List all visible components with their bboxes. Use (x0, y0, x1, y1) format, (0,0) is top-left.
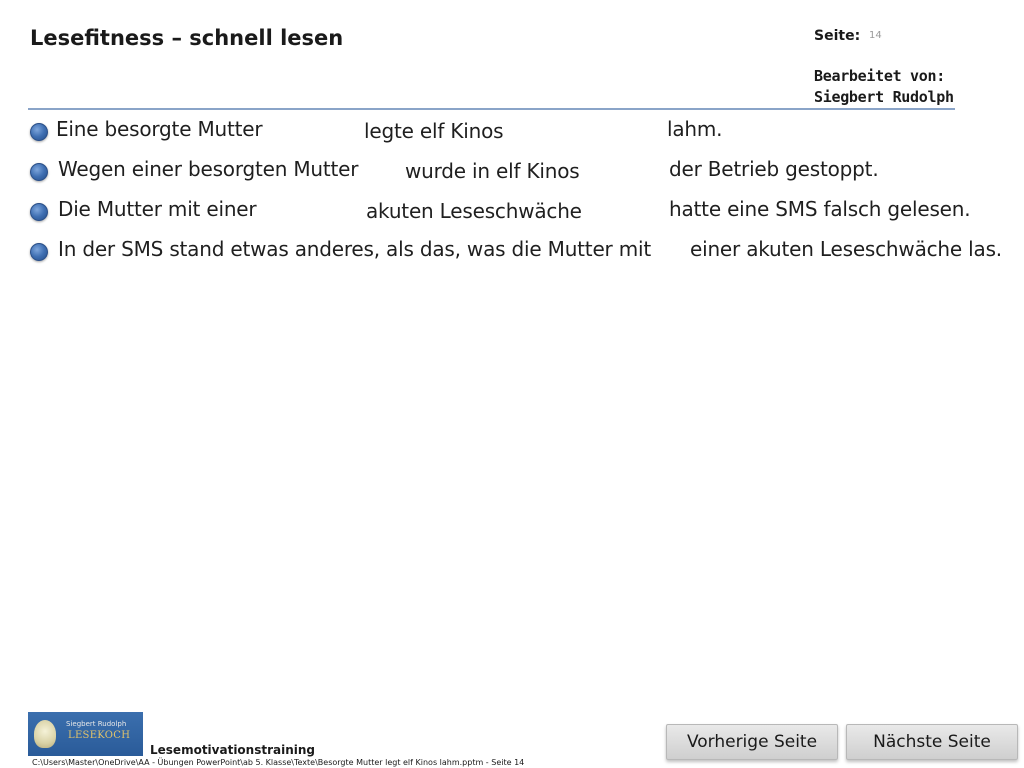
line-segment: lahm. (667, 117, 723, 141)
page-number: 14 (869, 30, 882, 41)
text-line-2 (0, 157, 1024, 185)
bullet-icon[interactable] (30, 243, 48, 261)
leseroch-logo (28, 712, 143, 756)
lightbulb-icon (34, 720, 56, 748)
logo-author: Siegbert Rudolph (66, 720, 127, 728)
footer-file-path: C:\Users\Master\OneDrive\AA - Übungen PowerPoint\ab 5. Klasse\Texte\Besorgte Mutter legt elf Kinos lahm.pptm - Seite 14 (32, 758, 525, 767)
line-segment: Eine besorgte Mutter (56, 117, 263, 141)
previous-page-button[interactable]: Vorherige Seite (666, 724, 838, 760)
line-segment: hatte eine SMS falsch gelesen. (669, 197, 971, 221)
text-line-3 (0, 197, 1024, 225)
next-page-button[interactable]: Nächste Seite (846, 724, 1018, 760)
header-divider (28, 108, 955, 110)
edited-by (814, 66, 954, 108)
line-segment: der Betrieb gestoppt. (669, 157, 879, 181)
line-segment: Die Mutter mit einer (58, 197, 257, 221)
logo-brand: LESEKOCH (68, 730, 131, 741)
page-title: Lesefitness – schnell lesen (30, 26, 344, 50)
bullet-icon[interactable] (30, 203, 48, 221)
line-segment: Wegen einer besorgten Mutter (58, 157, 359, 181)
edited-by-label: Bearbeitet von: (814, 67, 945, 85)
footer-title: Lesemotivationstraining (150, 743, 316, 757)
line-segment: In der SMS stand etwas anderes, als das, was die Mutter mit (58, 237, 652, 261)
text-line-4 (0, 237, 1024, 265)
text-line-1 (0, 117, 1024, 145)
bullet-icon[interactable] (30, 123, 48, 141)
bullet-icon[interactable] (30, 163, 48, 181)
page-label: Seite: (814, 28, 861, 44)
edited-by-name: Siegbert Rudolph (814, 88, 954, 106)
line-segment: einer akuten Leseschwäche las. (690, 237, 1002, 261)
line-segment: legte elf Kinos (364, 119, 504, 143)
line-segment: wurde in elf Kinos (405, 159, 580, 183)
line-segment: akuten Leseschwäche (366, 199, 582, 223)
